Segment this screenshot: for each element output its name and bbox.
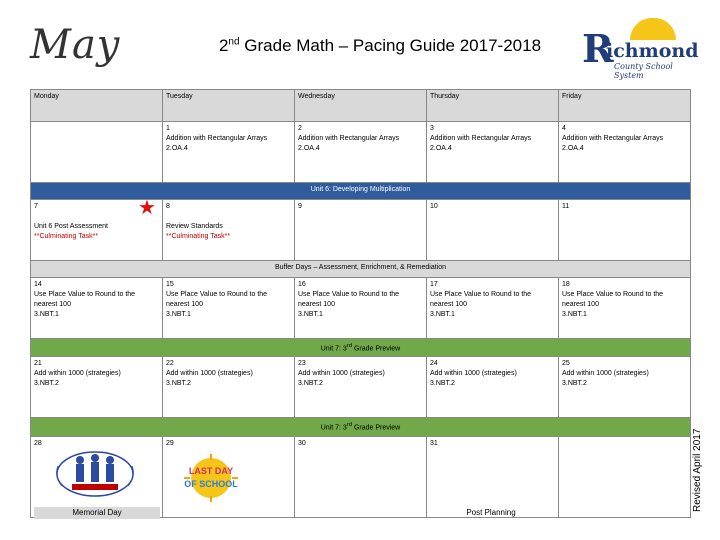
unit-band: Unit 6: Developing Multiplication	[31, 183, 691, 200]
day-cell: 25 Add within 1000 (strategies) 3.NBT.2	[559, 357, 691, 418]
day-cell: 24 Add within 1000 (strategies) 3.NBT.2	[427, 357, 559, 418]
memorial-day-image	[52, 446, 138, 504]
memorial-day-label: Memorial Day	[34, 507, 160, 519]
day-cell: 30	[295, 436, 427, 517]
day-cell: 22 Add within 1000 (strategies) 3.NBT.2	[163, 357, 295, 418]
day-cell-empty	[559, 436, 691, 517]
last-day-of-school-image	[170, 452, 252, 504]
day-header-row	[31, 90, 691, 122]
preview-band: Unit 7: 3rd Grade Preview	[31, 418, 691, 436]
day-cell: 15 Use Place Value to Round to the nearest 100 3.NBT.1	[163, 278, 295, 339]
day-cell: 7 Unit 6 Post Assessment **Culminating Task**	[31, 200, 163, 261]
svg-text:LAST DAY: LAST DAY	[188, 466, 234, 476]
logo-word: ichmond	[606, 40, 699, 62]
day-cell: 17 Use Place Value to Round to the nearest 100 3.NBT.1	[427, 278, 559, 339]
day-wednesday: Wednesday	[295, 90, 427, 122]
day-cell: 31	[427, 436, 559, 517]
logo-letter: R	[582, 26, 614, 71]
day-cell: 23 Add within 1000 (strategies) 3.NBT.2	[295, 357, 427, 418]
svg-text:OF SCHOOL: OF SCHOOL	[184, 479, 238, 489]
day-cell: 16 Use Place Value to Round to the nearest 100 3.NBT.1	[295, 278, 427, 339]
day-cell: 10	[427, 200, 559, 261]
revised-date: Revised April 2017	[692, 428, 703, 512]
sun-icon	[630, 18, 676, 40]
day-cell: 29	[163, 436, 295, 517]
day-cell: 4 Addition with Rectangular Arrays 2.OA.4	[559, 122, 691, 183]
day-cell: 18 Use Place Value to Round to the nearest 100 3.NBT.1	[559, 278, 691, 339]
post-planning-label: Post Planning	[466, 508, 516, 517]
day-cell: 9	[295, 200, 427, 261]
richmond-logo	[578, 18, 699, 80]
week-row	[31, 122, 691, 183]
day-cell: 1 Addition with Rectangular Arrays 2.OA.4	[163, 122, 295, 183]
day-cell: 21 Add within 1000 (strategies) 3.NBT.2	[31, 357, 163, 418]
day-cell: 8 Review Standards **Culminating Task**	[163, 200, 295, 261]
week-row	[31, 357, 691, 418]
week-row	[31, 200, 691, 261]
preview-band: Unit 7: 3rd Grade Preview	[31, 339, 691, 357]
day-cell: 14 Use Place Value to Round to the nearest 100 3.NBT.1	[31, 278, 163, 339]
month-title: May	[30, 22, 121, 68]
day-cell: 11	[559, 200, 691, 261]
day-thursday: Thursday	[427, 90, 559, 122]
day-cell: 3 Addition with Rectangular Arrays 2.OA.4	[427, 122, 559, 183]
day-cell: 28	[31, 436, 163, 517]
day-monday: Monday	[31, 90, 163, 122]
star-icon: ★	[138, 197, 156, 219]
day-cell: 2 Addition with Rectangular Arrays 2.OA.4	[295, 122, 427, 183]
logo-subtitle: County School System	[614, 62, 673, 80]
buffer-band: Buffer Days – Assessment, Enrichment, & Remediation	[31, 261, 691, 278]
week-row	[31, 278, 691, 339]
day-friday: Friday	[559, 90, 691, 122]
day-tuesday: Tuesday	[163, 90, 295, 122]
day-cell-empty	[31, 122, 163, 183]
page-title: 2nd Grade Math – Pacing Guide 2017-2018	[218, 36, 542, 55]
